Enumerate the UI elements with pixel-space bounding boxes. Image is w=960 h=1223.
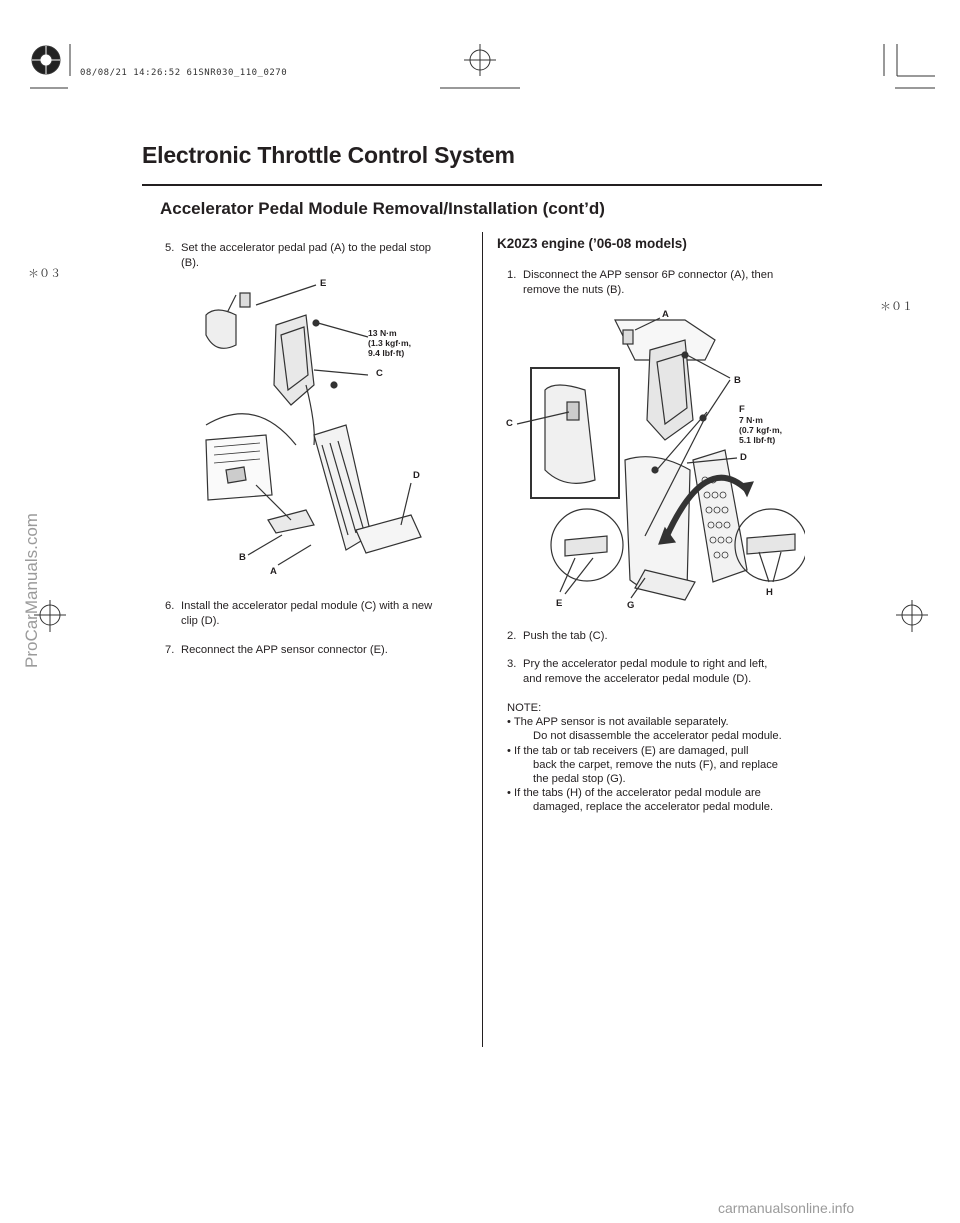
figure-label-d: D: [740, 452, 747, 463]
pedal-illustration-right: [515, 300, 805, 610]
side-mark-right: ＊０１: [880, 300, 913, 313]
column-divider: [482, 232, 483, 1047]
note-block: [507, 701, 827, 815]
step-5: 5. Set the accelerator pedal pad (A) to the pedal stop (B).: [165, 242, 432, 269]
figure-label-a: A: [270, 566, 277, 577]
figure-label-c: C: [506, 418, 513, 429]
section-heading: K20Z3 engine (’06-08 models): [497, 236, 687, 251]
figure-label-b: B: [239, 552, 246, 563]
title-divider: [142, 184, 822, 186]
note-item: • If the tab or tab receivers (E) are damaged, pull back the carpet, remove the nuts (F), and replace the pedal stop (G).: [507, 744, 779, 786]
figure-label-b: B: [734, 375, 741, 386]
pedal-illustration-left: [196, 275, 456, 575]
footer-watermark: carmanualsonline.info: [718, 1200, 855, 1216]
note-item: • The APP sensor is not available separately. Do not disassemble the accelerator pedal module.: [507, 716, 782, 743]
right-figure: [515, 300, 805, 610]
step-2: 2. Push the tab (C).: [507, 630, 608, 642]
side-mark-left: ＊０３: [28, 267, 61, 280]
torque-spec-right: 7 N·m (0.7 kgf·m, 5.1 lbf·ft): [739, 415, 782, 445]
figure-label-g: G: [627, 600, 635, 611]
figure-label-e: E: [556, 598, 563, 609]
note-heading: NOTE:: [507, 702, 542, 714]
watermark: ProCarManuals.com: [22, 513, 41, 668]
step-6: 6. Install the accelerator pedal module (C) with a new clip (D).: [165, 600, 433, 627]
print-timestamp: 08/08/21 14:26:52 61SNR030_110_0270: [80, 68, 288, 78]
left-figure: [196, 275, 456, 575]
page-subtitle: Accelerator Pedal Module Removal/Installation (cont’d): [160, 199, 605, 218]
figure-label-a: A: [662, 309, 669, 320]
figure-label-f: F: [739, 404, 745, 415]
step-1: 1. Disconnect the APP sensor 6P connector (A), then remove the nuts (B).: [507, 269, 774, 296]
figure-label-e: E: [320, 278, 327, 289]
note-item: • If the tabs (H) of the accelerator pedal module are damaged, replace the accelerator pedal module.: [507, 787, 774, 814]
figure-label-h: H: [766, 587, 773, 598]
torque-spec-left: 13 N·m (1.3 kgf·m, 9.4 lbf·ft): [368, 328, 411, 358]
page-title: Electronic Throttle Control System: [142, 142, 515, 168]
step-3: 3. Pry the accelerator pedal module to right and left, and remove the accelerator pedal module (D).: [507, 658, 768, 685]
figure-label-d: D: [413, 470, 420, 481]
figure-label-c: C: [376, 368, 383, 379]
step-7: 7. Reconnect the APP sensor connector (E).: [165, 644, 388, 656]
